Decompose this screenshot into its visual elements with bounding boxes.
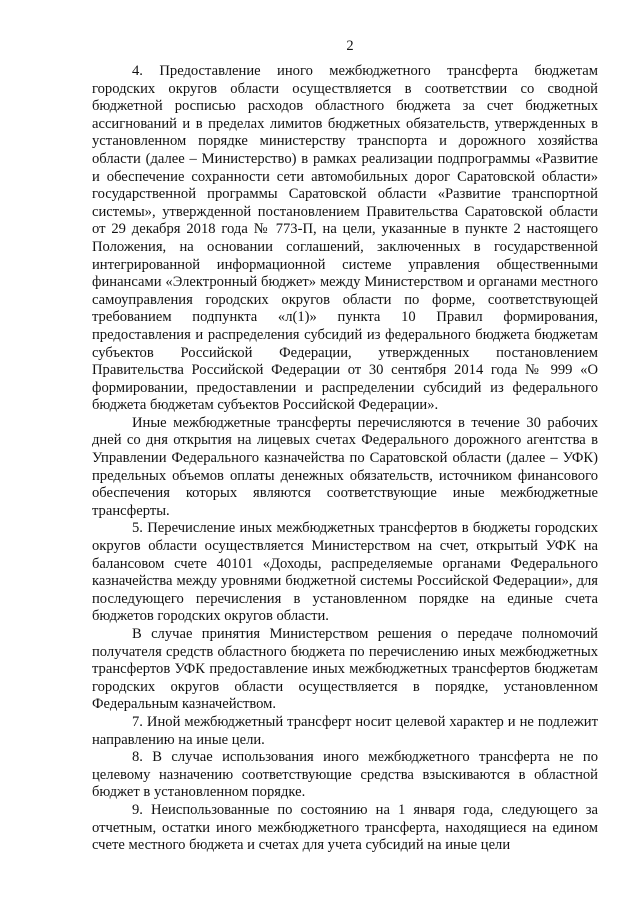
paragraph-8: 8. В случае использования иного межбюджетного трансферта не по целевому назначению соответствующие средства взыскиваются в областной бюджет в установленном порядке.: [92, 749, 598, 801]
paragraph-5: 5. Перечисление иных межбюджетных трансфертов в бюджеты городских округов области осуществляется Министерством на счет, открытый УФК на балансовом счете 40101 «Доходы, распределяемые органами Федерального казначейства между уровнями бюджетной системы Российской Федерации», для последующего перечисления в установленном порядке на единые счета бюджетов городских округов области.: [92, 520, 598, 625]
paragraph-transfer-timing: Иные межбюджетные трансферты перечисляются в течение 30 рабочих дней со дня открытия на лицевых счетах Федерального дорожного агентства в Управлении Федерального казначейства по Саратовской области (далее – УФК) предельных объемов оплаты денежных обязательств, источником финансового обеспечения которых являются соответствующие иные межбюджетные трансферты.: [92, 414, 598, 519]
paragraph-delegation: В случае принятия Министерством решения о передаче полномочий получателя средств областного бюджета по перечислению иных межбюджетных трансфертов УФК предоставление иных межбюджетных трансфертов бюджетам городских округов области осуществляется в порядке, установленном Федеральным казначейством.: [92, 626, 598, 713]
paragraph-4: 4. Предоставление иного межбюджетного трансферта бюджетам городских округов области осуществляется в соответствии со сводной бюджетной росписью расходов областного бюджета за счет бюджетных ассигнований и в пределах лимитов бюджетных обязательств, утвержденных в установленном порядке министерству транспорта и дорожного хозяйства области (далее – Министерство) в рамках реализации подпрограммы «Развитие и обеспечение сохранности сети автомобильных дорог Саратовской области» государственной программы Саратовской области «Развитие транспортной системы», утвержденной постановлением Правительства Саратовской области от 29 декабря 2018 года № 773-П, на цели, указанные в пункте 2 настоящего Положения, на основании соглашений, заключенных в государственной интегрированной информационной системе управления общественными финансами «Электронный бюджет» между Министерством и органами местного самоуправления городских округов области по форме, соответствующей требованием подпункта «л(1)» пункта 10 Правил формирования, предоставления и распределения субсидий из федерального бюджета бюджетам субъектов Российской Федерации, утвержденных постановлением Правительства Российской Федерации от 30 сентября 2014 года № 999 «О формировании, предоставлении и распределении субсидий из федерального бюджета бюджетам субъектов Российской Федерации».: [92, 63, 598, 414]
page-number: 2: [346, 38, 354, 54]
paragraph-7: 7. Иной межбюджетный трансферт носит целевой характер и не подлежит направлению на иные цели.: [92, 713, 598, 748]
paragraph-9: 9. Неиспользованные по состоянию на 1 января года, следующего за отчетным, остатки иного межбюджетного трансферта, находящиеся на едином счете местного бюджета и счетах для учета субсидий на иные цели: [92, 801, 598, 854]
